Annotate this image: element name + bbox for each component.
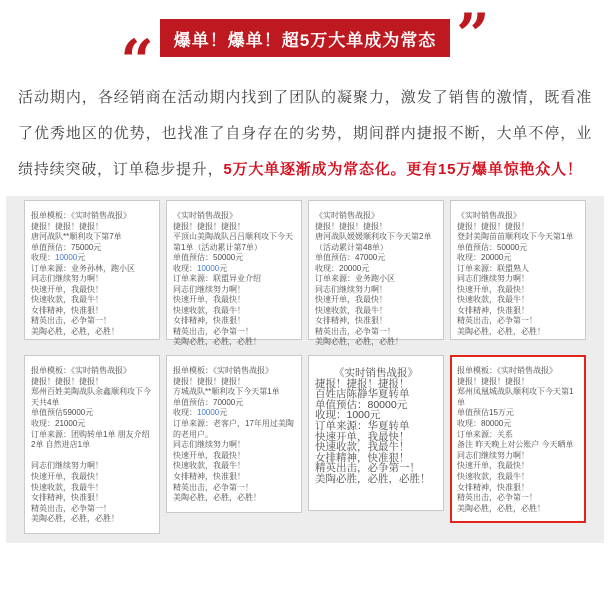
card-text: 捷报！捷报！捷报！: [31, 376, 103, 386]
card-line: [31, 243, 153, 254]
card-text: 美陶必胜，必胜，必胜！: [315, 337, 403, 346]
card-line: [457, 461, 579, 472]
card-text: 女排精神，快准狠！: [31, 305, 103, 315]
card-text: 收现：80000元: [457, 418, 512, 428]
card-line: [315, 306, 437, 317]
card-line: [457, 327, 579, 338]
card-text: 捷报！捷报！捷报！: [173, 376, 245, 386]
card-line: [457, 274, 579, 285]
card-text: 订单来源：联盟异业介绍: [173, 274, 261, 283]
card-line: [315, 232, 437, 243]
card-text: 平顶山美陶战队吕吕顺利攻下今天: [173, 232, 293, 241]
card-text: 同志们继续努力啊！: [31, 461, 103, 471]
card-text: 单值预估：75000元: [31, 242, 102, 252]
card-text: 百姓店陈静华夏转单: [315, 388, 410, 401]
card-line: [315, 211, 437, 222]
card-line: [457, 264, 579, 275]
card-text: 快速开单，我最快！: [31, 471, 103, 481]
card-text: 快速开单，我最快！: [457, 461, 529, 471]
card-text: 单值预估：50000元: [457, 242, 528, 252]
card-line: [457, 211, 579, 222]
card-text: 订单来源：老客户，17年用过美陶: [173, 418, 294, 428]
card-text: 收现：20000元: [315, 263, 370, 273]
card-text: 快速开单，我最快！: [173, 295, 245, 304]
card-line: [315, 264, 437, 275]
card-line: [31, 366, 153, 377]
report-card: [450, 200, 586, 340]
card-line: [457, 285, 579, 296]
card-text: 精英出击，必争第一！: [457, 493, 537, 503]
card-text: 方城战队**顺利攻下今天第1单: [173, 387, 280, 397]
card-line: [173, 366, 295, 377]
card-text: 捷报！捷报！捷报！: [457, 376, 529, 386]
card-text: 收现：: [31, 253, 55, 262]
card-text: 女排精神，快准狠！: [315, 451, 410, 464]
card-text: 报单模板：《实时销售战报》: [31, 366, 131, 375]
card-text: 同志们继续努力啊！: [173, 284, 245, 294]
card-text: 订单来源：业务跑小区: [315, 274, 395, 283]
card-line: [31, 264, 153, 275]
card-line: [315, 474, 437, 485]
card-line: [457, 504, 579, 515]
card-line: [173, 493, 295, 504]
card-line: [31, 387, 153, 398]
card-line: [457, 306, 579, 317]
card-text: 快速开单，我最快！: [457, 284, 529, 294]
report-card: [166, 355, 302, 513]
card-text: 快速收款，我最牛！: [173, 305, 245, 315]
card-text: 天共4单: [31, 397, 60, 407]
cash-amount: 10000: [197, 263, 220, 273]
card-text: 元: [219, 408, 228, 418]
report-card: [308, 355, 444, 511]
card-line: [173, 408, 295, 419]
card-line: [173, 222, 295, 233]
card-text: 同志们继续努力啊！: [31, 274, 103, 283]
card-line: [457, 377, 579, 388]
card-line: [31, 504, 153, 515]
card-text: 快速收款，我最牛！: [31, 482, 103, 492]
card-text: 单值预估：50000元: [173, 253, 244, 262]
card-line: [173, 306, 295, 317]
card-line: [173, 461, 295, 472]
report-row-1: [6, 200, 604, 346]
card-text: 捷报！捷报！捷报！: [457, 221, 529, 231]
card-text: 精英出击，必争第一！: [173, 326, 253, 336]
intro-paragraph: [18, 80, 592, 188]
card-line: [173, 451, 295, 462]
title-banner: [0, 1, 610, 95]
card-text: 精英出击，必争第一！: [173, 482, 253, 492]
card-line: [173, 387, 295, 398]
card-line: [31, 440, 153, 451]
card-line: [315, 243, 437, 254]
card-text: 订单来源：团购转单1单 朋友介绍: [31, 429, 150, 439]
card-line: [31, 274, 153, 285]
card-line: [457, 472, 579, 483]
card-text: 单值预估：47000元: [315, 253, 386, 262]
card-text: 备注 昨天晚上对公账户 今天晒单: [457, 440, 574, 450]
card-text: 收现：21000元: [31, 418, 86, 428]
card-text: 报单模板：《实时销售战报》: [31, 211, 131, 220]
card-text: 美陶必胜，必胜，必胜！: [315, 472, 431, 485]
card-text: 报单模板：《实时销售战报》: [173, 366, 273, 375]
card-line: [457, 408, 579, 419]
report-row-2: [6, 355, 604, 534]
intro-highlight-text: 5万大单逐渐成为常态化。更有15万爆单惊艳众人！: [223, 161, 583, 178]
card-line: [31, 472, 153, 483]
card-text: 单值预估15万元: [457, 408, 514, 418]
card-text: 美陶必胜，必胜，必胜！: [457, 326, 545, 336]
card-line: [173, 243, 295, 254]
card-line: [31, 295, 153, 306]
card-line: [457, 483, 579, 494]
card-line: [315, 295, 437, 306]
card-line: [31, 306, 153, 317]
report-cards-panel: [6, 196, 604, 543]
card-text: 登封美陶苗苗顺利攻下今天第1单: [457, 232, 574, 241]
card-line: [31, 232, 153, 243]
card-text: 美陶必胜，必胜，必胜！: [173, 493, 261, 503]
card-line: [31, 211, 153, 222]
card-text: 的老用户。: [173, 429, 213, 439]
cash-amount: 10000: [55, 253, 78, 262]
card-text: 唐河战队**顺利攻下第7单: [31, 232, 122, 241]
card-line: [457, 253, 579, 264]
card-text: 郑州凤凰城战队顺利攻下今天第1: [457, 387, 574, 397]
card-text: 收现：: [173, 408, 197, 418]
card-text: 精英出击，必争第一！: [315, 326, 395, 336]
card-text: 女排精神，快准狠！: [31, 493, 103, 503]
card-line: [457, 366, 579, 377]
card-text: 捷报！捷报！捷报！: [315, 377, 410, 390]
card-text: 单值预估：80000元: [315, 398, 408, 411]
card-text: 快速收款，我最牛！: [457, 471, 529, 481]
report-card: [166, 200, 302, 346]
card-line: [457, 387, 579, 398]
card-line: [173, 285, 295, 296]
card-text: 捷报！捷报！捷报！: [315, 221, 387, 231]
card-line: [31, 493, 153, 504]
card-text: 快速开单，我最快！: [31, 284, 103, 294]
card-line: [173, 274, 295, 285]
card-text: 订单来源：关系: [457, 429, 513, 439]
card-text: 《实时销售战报》: [173, 211, 237, 220]
card-text: 美陶必胜，必胜，必胜！: [173, 337, 261, 346]
card-line: [173, 398, 295, 409]
card-line: [31, 419, 153, 430]
card-text: 快速开单，我最快！: [173, 450, 245, 460]
card-line: [173, 440, 295, 451]
report-card: [24, 355, 160, 534]
card-line: [173, 377, 295, 388]
card-text: 快速开单，我最快！: [315, 430, 410, 443]
card-text: 美陶必胜，必胜，必胜！: [31, 326, 119, 336]
card-line: [173, 316, 295, 327]
card-line: [173, 327, 295, 338]
card-line: [457, 243, 579, 254]
card-text: 单: [457, 397, 465, 407]
card-line: [173, 253, 295, 264]
card-line: [173, 472, 295, 483]
card-line: [31, 327, 153, 338]
card-line: [173, 232, 295, 243]
card-line: [457, 493, 579, 504]
card-line: [31, 451, 153, 462]
card-line: [173, 337, 295, 348]
card-text: 订单来源：华夏转单: [315, 419, 410, 432]
card-text: 女排精神，快准狠！: [173, 471, 245, 481]
card-text: 《实时销售战报》: [334, 367, 418, 379]
card-text: 单值预估59000元: [31, 408, 94, 418]
intro-text: 活动期内，各经销商在活动期内找到了团队的凝聚力，激发了销售的激情，既看准了优秀地区的优势，也找准了自身存在的劣势，期间群内捷报不断，大单不停，业绩持续突破，订单稳步提升，: [18, 89, 592, 178]
card-text: 郑州百姓美陶战队余鑫顺利攻下今: [31, 387, 151, 397]
card-text: 订单来源：业务孙林，跑小区: [31, 263, 135, 273]
card-line: [173, 295, 295, 306]
card-text: 《实时销售战报》: [457, 211, 521, 220]
card-line: [31, 430, 153, 441]
card-text: 精英出击，必争第一！: [457, 316, 537, 325]
card-text: 快速收款，我最牛！: [173, 461, 245, 471]
open-quote-icon: “: [120, 27, 154, 95]
card-text: 唐河战队媛媛顺利攻下今天第2单: [315, 232, 432, 241]
card-line: [315, 285, 437, 296]
card-line: [315, 253, 437, 264]
cash-amount: 10000: [197, 408, 220, 418]
card-text: 精英出击，必争第一！: [31, 316, 111, 325]
card-text: 订单来源：联盟熟人: [457, 263, 529, 273]
card-line: [31, 377, 153, 388]
card-text: 女排精神，快准狠！: [457, 482, 529, 492]
card-text: 单值预估：70000元: [173, 397, 244, 407]
card-line: [315, 327, 437, 338]
card-text: 报单模板：《实时销售战报》: [457, 366, 557, 375]
card-line: [31, 514, 153, 525]
card-line: [173, 264, 295, 275]
card-line: [457, 430, 579, 441]
card-text: 元: [77, 253, 86, 262]
card-text: 快速收款，我最牛！: [31, 295, 103, 304]
card-line: [457, 440, 579, 451]
card-line: [31, 398, 153, 409]
report-card: [308, 200, 444, 346]
card-line: [315, 274, 437, 285]
report-card-highlighted: [450, 355, 586, 523]
card-text: 《实时销售战报》: [315, 211, 379, 220]
card-line: [31, 285, 153, 296]
close-quote-icon: ”: [456, 1, 490, 69]
card-line: [173, 483, 295, 494]
card-text: 收现：20000元: [457, 253, 512, 262]
card-line: [457, 232, 579, 243]
card-line: [173, 419, 295, 430]
card-line: [457, 398, 579, 409]
card-text: 快速收款，我最牛！: [315, 441, 410, 454]
card-text: 美陶必胜，必胜，必胜！: [31, 514, 119, 524]
card-line: [315, 337, 437, 348]
card-text: 女排精神，快准狠！: [173, 316, 245, 325]
card-line: [31, 222, 153, 233]
card-text: 快速收款，我最牛！: [457, 295, 529, 304]
page-title: 爆单！爆单！超5万大单成为常态: [160, 19, 450, 57]
card-line: [173, 430, 295, 441]
card-text: 第1单（活动累计第7单）: [173, 242, 262, 252]
card-text: 快速收款，我最牛！: [315, 305, 387, 315]
card-line: [457, 295, 579, 306]
card-text: 收现：1000元: [315, 409, 381, 422]
card-line: [173, 211, 295, 222]
card-text: （活动累计第48单）: [315, 242, 388, 252]
card-text: 女排精神，快准狠！: [457, 305, 529, 315]
card-line: [31, 408, 153, 419]
card-line: [315, 222, 437, 233]
card-line: [457, 451, 579, 462]
card-text: 捷报！捷报！捷报！: [31, 221, 103, 231]
card-line: [31, 253, 153, 264]
card-text: 精英出击，必争第一！: [31, 503, 111, 513]
card-line: [315, 316, 437, 327]
card-text: 同志们继续努力啊！: [173, 440, 245, 450]
card-text: 元: [219, 263, 228, 273]
card-text: 同志们继续努力啊！: [457, 274, 529, 283]
card-text: 同志们继续努力啊！: [457, 450, 529, 460]
card-text: 精英出击，必争第一！: [315, 462, 420, 475]
report-card: [24, 200, 160, 340]
card-text: 美陶必胜，必胜，必胜！: [457, 503, 545, 513]
card-text: 2单 自然进店1单: [31, 440, 91, 450]
card-text: 捷报！捷报！捷报！: [173, 221, 245, 231]
card-text: 收现：: [173, 263, 197, 273]
card-line: [31, 483, 153, 494]
card-text: 女排精神，快准狠！: [315, 316, 387, 325]
card-text: 快速开单，我最快！: [315, 295, 387, 304]
card-line: [457, 222, 579, 233]
card-line: [457, 316, 579, 327]
card-line: [31, 316, 153, 327]
card-line: [457, 419, 579, 430]
card-line: [31, 461, 153, 472]
card-text: 同志们继续努力啊！: [315, 284, 387, 294]
